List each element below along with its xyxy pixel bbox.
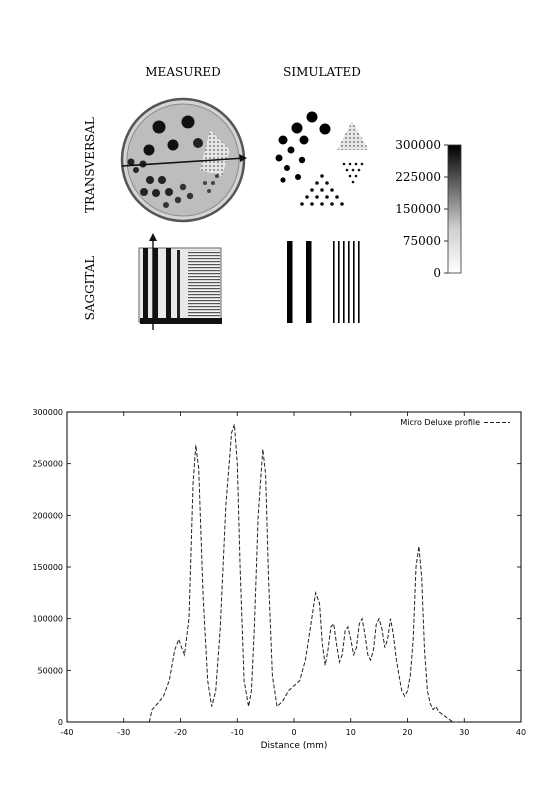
row-label-saggital: SAGGITAL — [83, 255, 97, 321]
x-tick-label: 30 — [459, 728, 470, 737]
column-label-simulated: SIMULATED — [283, 65, 361, 79]
measured-transversal-image — [122, 99, 247, 221]
colorbar-tick-label: 300000 — [395, 138, 441, 152]
x-tick-label: 40 — [515, 728, 527, 737]
plot-frame — [67, 412, 521, 722]
x-axis-label: Distance (mm) — [260, 741, 328, 751]
y-tick-label: 0 — [57, 718, 63, 727]
x-tick-label: 20 — [402, 728, 413, 737]
colorbar-tick-label: 150000 — [395, 202, 441, 216]
y-tick-label: 300000 — [32, 408, 63, 417]
y-tick-label: 150000 — [32, 563, 63, 572]
measured-saggital-image — [139, 233, 222, 330]
colorbar — [395, 138, 461, 280]
series-line-micro-deluxe-profile — [149, 424, 464, 722]
y-tick-label: 200000 — [32, 511, 63, 521]
legend-label: Micro Deluxe profile — [400, 418, 480, 427]
x-tick-label: -10 — [230, 728, 244, 737]
x-tick-label: -20 — [173, 728, 188, 737]
profile-plot — [32, 408, 526, 751]
x-tick-label: -30 — [117, 728, 131, 737]
colorbar-tick-label: 0 — [433, 266, 441, 280]
simulated-saggital-image — [287, 241, 360, 323]
x-tick-label: 0 — [291, 728, 297, 737]
colorbar-tick-label: 75000 — [402, 234, 441, 248]
column-label-measured: MEASURED — [145, 65, 221, 79]
y-tick-label: 100000 — [32, 614, 63, 624]
simulated-transversal-image — [276, 112, 370, 206]
row-label-transversal: TRANSVERSAL — [83, 117, 97, 213]
x-tick-label: -40 — [60, 728, 74, 737]
colorbar-tick-label: 225000 — [395, 170, 441, 184]
legend — [400, 418, 510, 427]
colorbar-gradient — [448, 145, 461, 273]
y-tick-label: 250000 — [32, 459, 63, 469]
y-tick-label: 50000 — [37, 666, 63, 676]
x-tick-label: 10 — [345, 728, 356, 737]
